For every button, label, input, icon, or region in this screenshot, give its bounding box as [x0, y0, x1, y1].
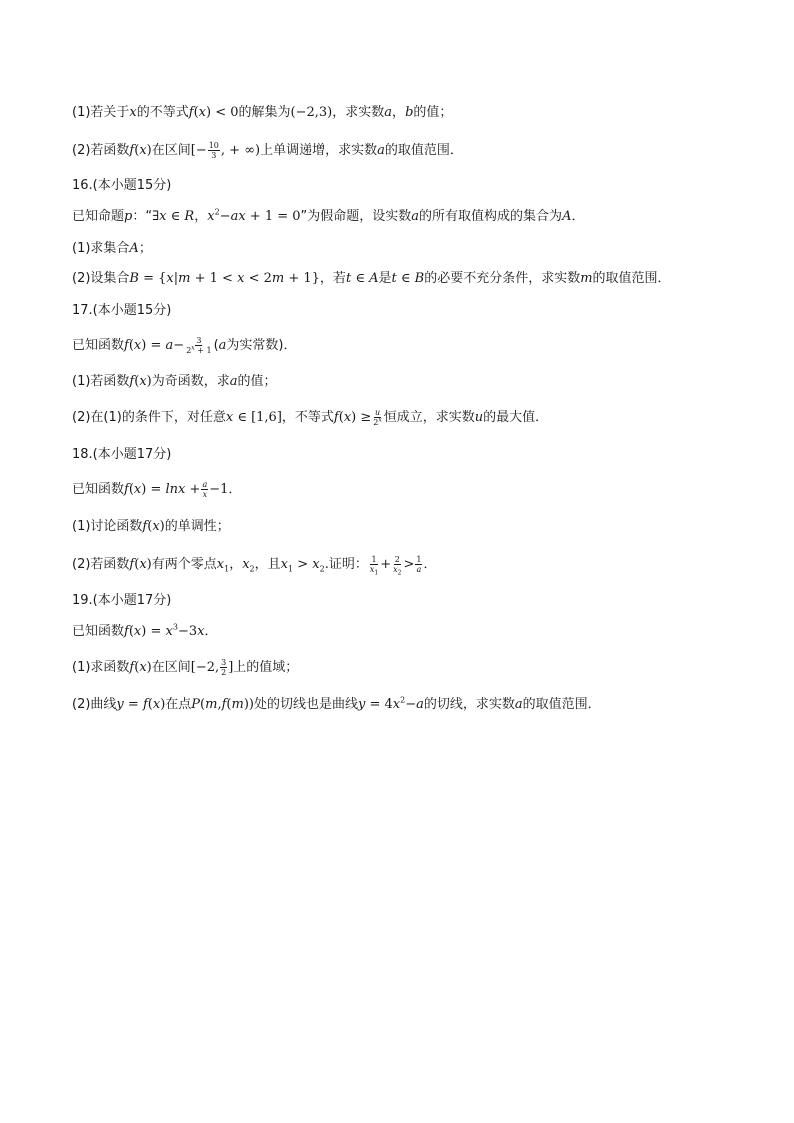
q18-stem: 已知函数f(x) = lnx + $\frac{a}{x}$ −1． — [72, 480, 242, 499]
q18-heading: 18.(本小题17分) — [72, 447, 172, 462]
q18-part2: (2)若函数f(x)有两个零点$x_1$，$x_2$，且$x_1 > x_2$.证明： $\frac{1}{x_1}$ + $\frac{2}{x_2}$ > $\frac{1}{a}$ ． — [72, 555, 437, 577]
q19-heading: 19.(本小题17分) — [72, 593, 172, 608]
q18-part1: (1)讨论函数f(x)的单调性； — [72, 519, 230, 534]
q17-part2: (2)在(1)的条件下，对任意x ∈ [1,6]，不等式f(x) ≥ $\frac{u}{2^x}$ 恒成立，求实数u的最大值． — [72, 408, 549, 427]
q19-part2: (2)曲线y = f(x)在点P(m,f(m))处的切线也是曲线$y = 4x^2-a$的切线，求实数a的取值范围． — [72, 695, 601, 712]
q17-heading: 17.(本小题15分) — [72, 303, 172, 318]
q15-part2: (2)若函数f(x)在区间[− $\frac{10}{3}$ , + ∞)上单调递增，求实数a的取值范围． — [72, 141, 463, 160]
q16-stem: 已知命题p：“∃x ∈ R，$x^2-ax + 1 = 0$”为假命题，设实数a的所有取值构成的集合为A． — [72, 207, 585, 224]
q16-part2: (2)设集合B = {x|m + 1 < x < 2m + 1}，若t ∈ A是t ∈ B的必要不充分条件，求实数m的取值范围． — [72, 271, 671, 286]
q19-part1: (1)求函数f(x)在区间[−2, $\frac{3}{2}$ ]上的值域； — [72, 658, 299, 677]
q16-heading: 16.(本小题15分) — [72, 178, 172, 193]
q19-stem: 已知函数$f(x) = x^3-3x$． — [72, 622, 218, 639]
q17-part1: (1)若函数f(x)为奇函数，求a的值； — [72, 374, 277, 389]
q17-stem: 已知函数f(x) = a− $\frac{3}{2^x + 1}$ (a为实常数)． — [72, 336, 297, 355]
q15-part1: (1)若关于x的不等式f(x) < 0的解集为(−2,3)，求实数a，b的值； — [72, 105, 453, 120]
q16-part1: (1)求集合A； — [72, 241, 152, 256]
